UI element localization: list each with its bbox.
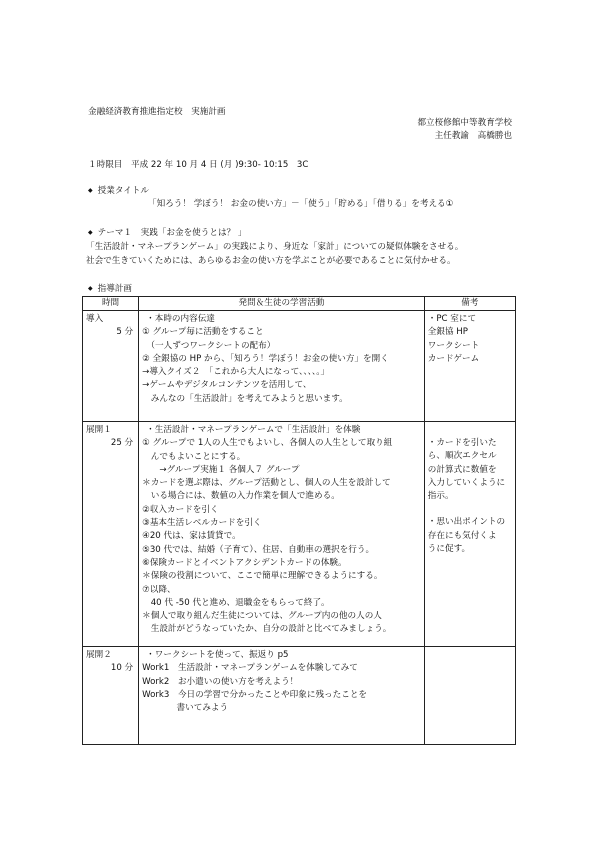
lesson-title-text: 「知ろう！ 学ぼう！ お金の使い方」－「使う」「貯める」「借りる」を考える① [148, 199, 454, 209]
activity-line: （一人ずつワークシートの配布） [142, 340, 276, 351]
activity-line: ⑦以降、 [142, 584, 176, 595]
activity-line: ②収入カードを引く [142, 504, 219, 515]
activity-line: ＊保険の役割について、ここで簡単に理解できるようにする。 [142, 571, 383, 582]
lesson-plan-table [82, 296, 516, 745]
note-line: カードゲーム [427, 353, 480, 364]
diamond-bullet-icon: ◆ [88, 229, 93, 236]
activity-line: ⑥保険カードとイベントアクシデントカードの体験。 [142, 557, 347, 568]
lesson-title-heading-row [88, 184, 149, 196]
stage-label: 展開２ [86, 650, 112, 660]
header-notes: 備考 [424, 297, 515, 311]
activity-line: ⑤30 代では、結婚（子育て）、住居、自動車の選択を行う。 [142, 544, 375, 555]
theme-description-1: 「生活設計・マネープランゲーム」の実践により、身近な「家計」についての疑似体験をさせる。 [86, 242, 464, 252]
activity-line: ・ワークシートを使って、振返り p5 [146, 650, 289, 660]
activity-line: ③基本生活レベルカードを引く [142, 518, 262, 529]
note-line: ・カードを引いた [427, 438, 497, 448]
diamond-bullet-icon: ◆ [88, 187, 93, 194]
stage-label: 導入 [86, 314, 104, 324]
theme-heading: テーマ１ 実践「お金を使うとは？ 」 [97, 228, 247, 238]
table-header-row [83, 297, 516, 311]
duration-label: 10 分 [110, 663, 134, 674]
activity-line: ＊カードを選ぶ際は、グループ活動とし、個人の人生を設計して [142, 478, 391, 489]
table-row [83, 647, 516, 745]
time-cell [83, 422, 139, 647]
activity-line: 生設計がどうなっていたか、自分の設計と比べてみましょう。 [142, 624, 392, 635]
notes-cell [424, 311, 515, 422]
plan-heading-row [88, 282, 132, 294]
activity-line: 40 代 -50 代と進め、退職金をもらって終了。 [142, 597, 330, 608]
time-cell [83, 311, 139, 422]
table-row [83, 311, 516, 422]
activity-cell [139, 647, 425, 745]
activity-line: ① グループ毎に活動をすること [142, 327, 264, 338]
activity-line: ＊個人で取り組んだ生徒については、グループ内の他の人の人 [142, 611, 382, 622]
activity-line: ② 全銀協の HP から、「知ろう！学ぼう！お金の使い方」を開く [142, 353, 389, 364]
activity-line: →ゲームやデジタルコンテンツを活用して、 [142, 380, 312, 391]
diamond-bullet-icon: ◆ [88, 285, 93, 292]
note-line: ・思い出ポイントの [427, 517, 506, 528]
activity-line: みんなの「生活設計」を考えてみようと思います。 [142, 393, 348, 404]
note-line: 全銀協 HP [427, 327, 468, 338]
note-line: 入力していくように [427, 477, 506, 488]
activity-cell [139, 311, 425, 422]
activity-cell [139, 422, 425, 647]
activity-line: ・生活設計・マネープランゲームで「生活設計」を体験 [146, 425, 361, 435]
activity-line: ・本時の内容伝達 [146, 314, 215, 324]
school-name: 都立桜修館中等教育学校 [417, 118, 512, 128]
note-line: うに促す。 [427, 544, 471, 555]
note-line: ワークシート [427, 340, 480, 351]
note-spacer [428, 503, 512, 516]
document-title: 金融経済教育推進指定校 実施計画 [88, 107, 226, 117]
theme-description-2: 社会で生きていくためには、あらゆるお金の使い方を学ぶことが必要であることに気付かせる。 [86, 256, 456, 266]
header-time: 時間 [83, 297, 139, 311]
notes-cell [424, 647, 515, 745]
note-line: の計算式に数値を [427, 464, 497, 475]
table-row [83, 422, 516, 647]
notes-cell [424, 422, 515, 647]
stage-label: 展開１ [86, 425, 112, 435]
time-cell [83, 647, 139, 745]
plan-heading: 指導計画 [97, 284, 133, 294]
activity-line: Work2 お小遣いの使い方を考えよう！ [142, 676, 299, 687]
note-line: ら、順次エクセル [427, 451, 497, 462]
activity-line: ④20 代は、家は賃貸で。 [142, 531, 241, 542]
activity-line: Work1 生活設計・マネープランゲームを体験してみて [142, 663, 358, 674]
header-activities: 発問＆生徒の学習活動 [139, 297, 425, 311]
teacher-name: 主任教諭 高橋勝也 [434, 131, 512, 141]
theme-heading-row [88, 226, 246, 238]
lesson-title-heading: 授業タイトル [97, 186, 150, 196]
note-line: 指示。 [427, 491, 454, 502]
activity-line: Work3 今日の学習で分かったことや印象に残ったことを [142, 689, 368, 700]
note-line: 存在にも気付くよ [427, 530, 497, 541]
session-info: １時限目 平成 22 年 10 月 4 日 (月 )9:30- 10:15 3C [88, 160, 309, 170]
duration-label: 25 分 [110, 438, 134, 449]
activity-line: →導入クイズ２ 「これから大人になって、、、、。」 [142, 367, 330, 378]
activity-line: ① グループで 1人の人生でもよいし、各個人の人生として取り組 [142, 438, 393, 449]
activity-line: んでもよいことにする。 [142, 451, 246, 462]
activity-line: いる場合には、数値の入力作業を個人で進める。 [142, 491, 340, 502]
duration-label: 5 分 [116, 327, 134, 338]
activity-line: 書いてみよう [142, 703, 229, 714]
activity-line: →グループ実施１ 各個人７ グループ [142, 464, 300, 475]
note-line: ・PC 室にて [427, 314, 477, 324]
